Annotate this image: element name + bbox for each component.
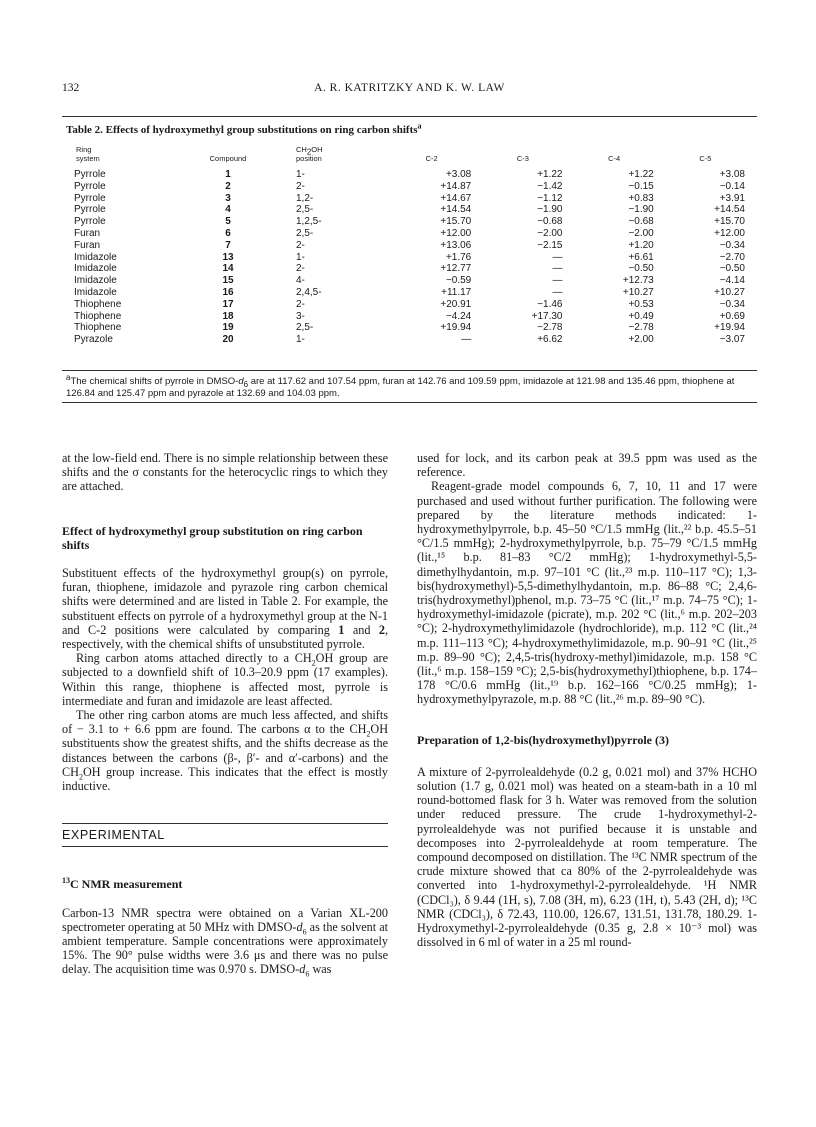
ring-system-cell: Furan	[74, 239, 101, 251]
c2-shift-cell: +14.67	[440, 192, 472, 204]
position-cell: 2,5-	[296, 204, 314, 216]
compound-number-cell: 18	[222, 310, 234, 322]
position-cell: 1-	[296, 251, 305, 263]
section-heading-nmr: $^{13}$C NMR measurement	[62, 876, 183, 892]
table-row	[62, 169, 757, 181]
c4-shift-cell: −2.00	[628, 227, 654, 239]
c2-shift-cell: —	[461, 334, 472, 346]
header-ring-system: Ring system	[76, 145, 100, 163]
c2-shift-cell: +12.77	[440, 263, 472, 275]
c5-shift-cell: +10.27	[714, 286, 745, 298]
c5-shift-cell: +12.00	[714, 227, 745, 239]
position-cell: 1-	[296, 334, 305, 346]
c5-shift-cell: +3.08	[719, 169, 745, 180]
compound-number-cell: 19	[222, 322, 234, 334]
ring-system-cell: Imidazole	[74, 275, 117, 287]
compound-number-cell: 17	[222, 298, 234, 310]
ring-system-cell: Pyrrole	[74, 192, 106, 204]
table-rule-bottom	[62, 402, 757, 403]
table-row	[62, 216, 757, 228]
paragraph: used for lock, and its carbon peak at 39.5 ppm was used as the reference.	[417, 451, 757, 480]
table-row	[62, 204, 757, 216]
ring-system-cell: Pyrrole	[74, 180, 106, 192]
c2-shift-cell: +11.17	[441, 286, 472, 298]
section-heading-preparation: Preparation of 1,2-bis(hydroxymethyl)pyrrole (3)	[417, 732, 669, 747]
paragraph: at the low-field end. There is no simple relationship between these shifts and the σ constants for the heterocyclic rings to which they are attached.	[62, 451, 388, 494]
ring-system-cell: Pyrazole	[74, 334, 113, 346]
c3-shift-cell: —	[552, 263, 563, 275]
compound-number-cell: 7	[225, 239, 231, 251]
header-ch2oh-position: $CH_2OH$ position	[296, 145, 323, 163]
c2-shift-cell: +13.06	[440, 239, 472, 251]
c4-shift-cell: −0.15	[628, 180, 654, 192]
compound-number-cell: 1	[225, 169, 231, 180]
ring-system-cell: Pyrrole	[74, 169, 106, 180]
section-heading-experimental: EXPERIMENTAL	[62, 828, 165, 843]
c4-shift-cell: +6.61	[628, 251, 654, 263]
position-cell: 3-	[296, 310, 305, 322]
ring-system-cell: Pyrrole	[74, 204, 106, 216]
c5-shift-cell: −0.14	[719, 180, 745, 192]
table-row	[62, 228, 757, 240]
ring-system-cell: Imidazole	[74, 263, 117, 275]
c4-shift-cell: +0.53	[628, 298, 654, 310]
compound-number-cell: 15	[222, 275, 234, 287]
position-cell: 1-	[296, 169, 305, 180]
c3-shift-cell: −0.68	[537, 216, 563, 228]
position-cell: 1,2,5-	[296, 216, 322, 228]
ring-system-cell: Thiophene	[74, 310, 122, 322]
compound-number-cell: 3	[225, 192, 231, 204]
ring-system-cell: Imidazole	[74, 251, 117, 263]
c3-shift-cell: −1.90	[537, 204, 563, 216]
position-cell: 2,5-	[296, 322, 314, 334]
header-c4: C-4	[608, 154, 621, 163]
section-rule	[62, 823, 388, 824]
ring-system-cell: Imidazole	[74, 286, 117, 298]
compound-number-cell: 2	[225, 180, 231, 192]
compound-number-cell: 16	[222, 286, 234, 298]
table-row	[62, 334, 757, 346]
ring-system-cell: Thiophene	[74, 322, 122, 334]
table-row	[62, 311, 757, 323]
header-c2: C-2	[425, 154, 438, 163]
c5-shift-cell: −0.34	[719, 298, 745, 310]
c2-shift-cell: +12.00	[440, 227, 472, 239]
running-authors: A. R. KATRITZKY AND K. W. LAW	[314, 82, 505, 94]
c2-shift-cell: +14.87	[440, 180, 472, 192]
c5-shift-cell: +3.91	[719, 192, 745, 204]
ring-system-cell: Furan	[74, 227, 101, 239]
paragraph: The other ring carbon atoms are much less affected, and shifts of − 3.1 to + 6.6 ppm are found. The carbons α to the $CH_2OH$ substituents show the greatest shifts, and the shifts decrease as the distances between the carbons (β-, β′- and α′-carbons) and the $CH_2OH$ group increase. This indicates that the effect is mostly inductive.	[62, 708, 388, 794]
c5-shift-cell: −0.50	[719, 263, 745, 275]
c4-shift-cell: +2.00	[628, 334, 654, 346]
compound-number-cell: 13	[222, 251, 234, 263]
c2-shift-cell: −0.59	[445, 275, 472, 287]
c4-shift-cell: −0.68	[628, 216, 654, 228]
c5-shift-cell: −4.14	[719, 275, 745, 287]
c4-shift-cell: +10.27	[622, 286, 654, 298]
table-caption: Table 2. Effects of hydroxymethyl group substitutions on ring carbon shifts$^a$	[66, 121, 422, 136]
c2-shift-cell: +3.08	[445, 169, 472, 180]
c3-shift-cell: −2.15	[537, 239, 563, 251]
shift-table	[62, 145, 757, 346]
c2-shift-cell: +1.76	[445, 251, 472, 263]
position-cell: 2-	[296, 180, 305, 192]
position-cell: 2-	[296, 263, 305, 275]
position-cell: 1,2-	[296, 192, 314, 204]
right-column	[417, 451, 757, 950]
table-footnote: $^a$The chemical shifts of pyrrole in DMSO-$d_6$ are at 117.62 and 107.54 ppm, furan at 142.76 and 109.59 ppm, imidazole at 121.98 and 135.46 ppm, thiophene at 126.84 and 125.47 ppm and pyrazole at 132.69 and 104.03 ppm.	[66, 372, 735, 399]
c2-shift-cell: +20.91	[440, 298, 472, 310]
paragraph: Ring carbon atoms attached directly to a $CH_2OH$ group are subjected to a downfield shift of 10.3–20.9 ppm (17 examples). Within this range, thiophene is affected most, pyrrole is intermediate and furan and imidazole are least affected.	[62, 651, 388, 708]
compound-number-cell: 4	[225, 204, 231, 216]
c3-shift-cell: −1.42	[537, 180, 563, 192]
c2-shift-cell: −4.24	[445, 310, 472, 322]
c3-shift-cell: —	[552, 251, 563, 263]
c2-shift-cell: +15.70	[440, 216, 472, 228]
table-header-row	[62, 145, 757, 169]
compound-number-cell: 5	[225, 216, 231, 228]
c3-shift-cell: +1.22	[537, 169, 563, 180]
c4-shift-cell: −2.78	[628, 322, 654, 334]
ring-system-cell: Thiophene	[74, 298, 122, 310]
header-compound: Compound	[209, 154, 247, 163]
c5-shift-cell: +19.94	[714, 322, 745, 334]
c2-shift-cell: +19.94	[440, 322, 472, 334]
paragraph: Carbon-13 NMR spectra were obtained on a Varian XL-200 spectrometer operating at 50 MHz with DMSO-$d_6$ as the solvent at ambient temperature. Sample concentrations were approximately 15%. The 90° pulse widths were 3.6 μs and there was no pulse delay. The acquisition time was 0.970 s. DMSO-$d_6$ was	[62, 905, 389, 979]
header-rule	[62, 116, 757, 117]
section-heading-effect: Effect of hydroxymethyl group substitution on ring carbon shifts	[62, 523, 363, 552]
c4-shift-cell: +0.49	[628, 310, 654, 322]
paragraph: Substituent effects of the hydroxymethyl group(s) on pyrrole, furan, thiophene, imidazole and pyrazole ring carbon chemical shifts were determined and are listed in Table 2. For example, the substituent effects on pyrrole of a hydroxymethyl group at the N-1 and C-2 positions were calculated by comparing 1 and 2, respectively, with the chemical shifts of unsubstituted pyrrole.	[62, 566, 388, 652]
c3-shift-cell: −1.12	[537, 192, 563, 204]
c3-shift-cell: −2.78	[537, 322, 563, 334]
position-cell: 2,5-	[296, 227, 314, 239]
position-cell: 2-	[296, 239, 305, 251]
table-row	[62, 322, 757, 334]
c2-shift-cell: +14.54	[440, 204, 472, 216]
c3-shift-cell: +17.30	[531, 310, 563, 322]
c3-shift-cell: −2.00	[537, 227, 563, 239]
c3-shift-cell: —	[552, 275, 563, 287]
table-rule-top	[62, 370, 757, 371]
compound-number-cell: 14	[222, 263, 234, 275]
ring-system-cell: Pyrrole	[74, 216, 106, 228]
c4-shift-cell: −1.90	[628, 204, 654, 216]
table-row	[62, 299, 757, 311]
c4-shift-cell: +12.73	[622, 275, 654, 287]
c4-shift-cell: +0.83	[628, 192, 654, 204]
left-column	[62, 451, 388, 977]
position-cell: 2,4,5-	[296, 286, 322, 298]
c5-shift-cell: −3.07	[719, 334, 745, 346]
table-row	[62, 193, 757, 205]
c4-shift-cell: +1.20	[628, 239, 654, 251]
c4-shift-cell: −0.50	[628, 263, 654, 275]
table-row	[62, 287, 757, 299]
paragraph: A mixture of 2-pyrrolealdehyde (0.2 g, 0.021 mol) and 37% HCHO solution (1.7 g, 0.021 mol) was heated on a steam-bath in a 10 ml round-bottomed flask for 3 h. Water was removed from the solution under reduced pressure. The crude 1-hydroxymethyl-2-pyrrolealdehyde was not purified because it is unstable and decomposes into 2-pyrrolealdehyde at room temperature. The compound decomposed on distillation. The ¹³C NMR spectrum of the crude mixture showed that ca 80% of the 2-pyrrolealdehyde was converted into 1-hydroxymethyl-2-pyrrolealdehyde. ¹H NMR (CDCl₃), δ 9.44 (1H, s), 7.08 (3H, m), 6.23 (1H, t), 5.43 (2H, d); ¹³C NMR (CDCl₃), δ 72.43, 110.00, 126.67, 131.51, 131.78, 180.29. 1-Hydroxymethyl-2-pyrrolealdehyde (0.35 g, 2.8 × 10⁻³ mol) was dissolved in 6 ml of water in a 25 ml round-	[417, 764, 757, 950]
c5-shift-cell: +0.69	[719, 310, 745, 322]
table-row	[62, 275, 757, 287]
c5-shift-cell: +14.54	[714, 204, 745, 216]
c4-shift-cell: +1.22	[628, 169, 654, 180]
c3-shift-cell: +6.62	[537, 334, 563, 346]
compound-number-cell: 20	[222, 334, 234, 346]
table-row	[62, 263, 757, 275]
c5-shift-cell: −0.34	[719, 239, 745, 251]
table-row	[62, 240, 757, 252]
compound-number-cell: 6	[225, 227, 231, 239]
header-c3: C-3	[516, 154, 529, 163]
table-row	[62, 181, 757, 193]
table-row	[62, 252, 757, 264]
position-cell: 2-	[296, 298, 305, 310]
header-c5: C-5	[699, 154, 712, 163]
c3-shift-cell: —	[552, 286, 563, 298]
page-number: 132	[62, 82, 80, 94]
c5-shift-cell: +15.70	[714, 216, 745, 228]
position-cell: 4-	[296, 275, 305, 287]
c5-shift-cell: −2.70	[719, 251, 745, 263]
c3-shift-cell: −1.46	[537, 298, 563, 310]
paragraph: Reagent-grade model compounds 6, 7, 10, 11 and 17 were purchased and used without further purification. The following were prepared by the literature methods indicated: 1-hydroxymethylpyrrole, b.p. 45–50 °C/1.5 mmHg (lit.,²² b.p. 45.5–51 °C/1.5 mmHg); 2-hydroxymethylpyrrole, b.p. 75–79 °C/1.5 mmHg (lit.,¹⁵ b.p. 81–83 °C/2 mmHg); 1-hydroxymethyl-5,5-dimethylhydantoin, m.p. 97–101 °C (lit.,²³ m.p. 110–117 °C); 1,3-bis(hydroxymethyl)-5,5-dimethylhydantoin, m.p. 86–88 °C; 2,4,6-tris(hydroxymethyl)phenol, m.p. 73–75 °C (lit.,¹⁷ m.p. 74–75 °C); 1-hydroxymethyl-imidazole (picrate), m.p. 202 °C (lit.,⁶ m.p. 202–203 °C); 2-hydroxymethylimidazole (hydrochloride), m.p. 112 °C (lit.,²⁴ m.p. 111–113 °C); 4-hydroxymethylimidazole, m.p. 90–91 °C (lit.,²⁵ m.p. 89–90 °C); 2,4,5-tris(hydroxy-methyl)imidazole, m.p. 158 °C (lit.,⁶ m.p. 158–159 °C); 2,5-bis(hydroxymethyl)thiophene, b.p. 174–178 °C/0.6 mmHg (lit.,¹⁹ b.p. 162–166 °C/0.25 mmHg); 1-hydroxymethylpyrazole, m.p. 88 °C (lit.,²⁶ m.p. 89–90 °C).	[417, 479, 757, 707]
